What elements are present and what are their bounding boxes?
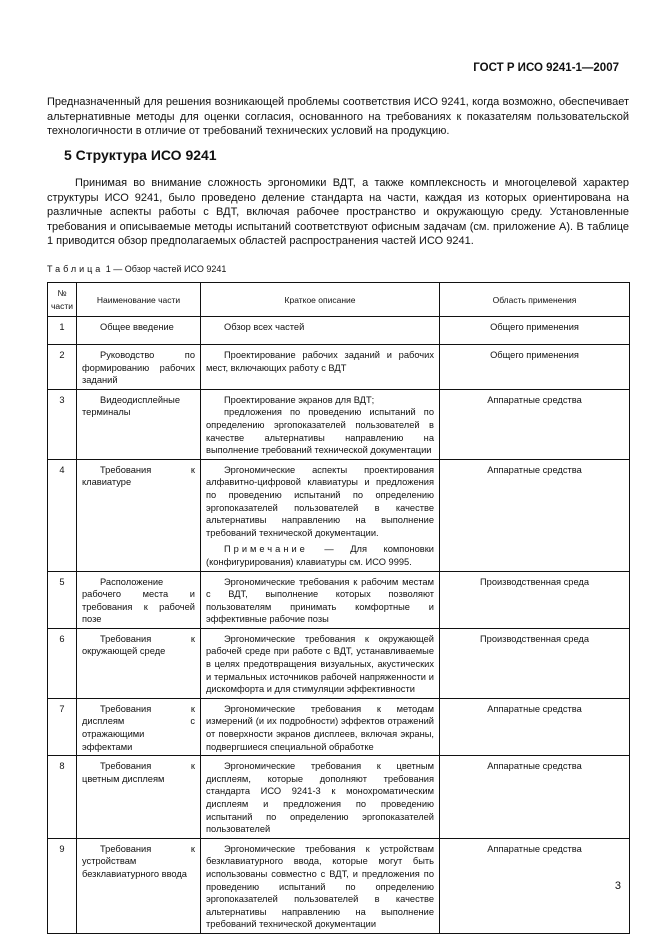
table-row bbox=[48, 459, 630, 571]
table-row bbox=[48, 628, 630, 698]
application-area: Аппаратные средства bbox=[440, 389, 630, 459]
part-name: Требования к окружающей среде bbox=[77, 628, 201, 698]
section-title: 5 Структура ИСО 9241 bbox=[64, 147, 217, 163]
parts-table bbox=[47, 282, 630, 934]
note-text: — Для компоновки (конфигурирования) клавиатуры см. ИСО 9995. bbox=[206, 544, 434, 567]
part-number: 9 bbox=[48, 838, 77, 933]
part-description bbox=[201, 838, 440, 933]
part-number: 7 bbox=[48, 698, 77, 755]
application-area: Производственная среда bbox=[440, 628, 630, 698]
part-name: Требования к устройствам безклавиатурного ввода bbox=[77, 838, 201, 933]
table-row bbox=[48, 571, 630, 628]
application-area: Аппаратные средства bbox=[440, 838, 630, 933]
header-desc: Краткое описание bbox=[201, 283, 440, 317]
part-description bbox=[201, 628, 440, 698]
table-row bbox=[48, 389, 630, 459]
description-text: Эргономические требования к окружающей рабочей среде при работе с ВДТ, устанавливаемые в целях предотвращения визуальных, акустических и термальных источников рабочей напряженности и дискомфорта и для стимуляции эффективности bbox=[206, 633, 434, 695]
part-number: 2 bbox=[48, 345, 77, 390]
caption-prefix: Таблица bbox=[47, 264, 104, 274]
description-text: Проектирование экранов для ВДТ; bbox=[224, 394, 375, 405]
part-name: Видеодисплейные терминалы bbox=[77, 389, 201, 459]
description-text: Эргономические требования к методам измерений (и их подробности) эффектов отражений от поверхности экранов дисплеев, включая экраны, подвергшиеся специальной обработке bbox=[206, 703, 434, 752]
description-text: Эргономические требования к устройствам безклавиатурного ввода, которые могут быть использованы совместно с ВДТ, и предложения по проведению испытаний по определению эргопоказателей пользователей в качестве альтернативы направлению на выполнение требований технической документации bbox=[206, 843, 434, 930]
table-row bbox=[48, 698, 630, 755]
table-row bbox=[48, 756, 630, 839]
caption-text: 1 — Обзор частей ИСО 9241 bbox=[103, 264, 227, 274]
application-area: Общего применения bbox=[440, 345, 630, 390]
part-name: Требования к клавиатуре bbox=[77, 459, 201, 571]
table-row bbox=[48, 838, 630, 933]
description-text: Проектирование рабочих заданий и рабочих мест, включающих работу с ВДТ bbox=[206, 350, 434, 373]
part-name: Требования к дисплеям с отражающими эффектами bbox=[77, 698, 201, 755]
part-description bbox=[201, 756, 440, 839]
header-area: Область применения bbox=[440, 283, 630, 317]
part-number: 8 bbox=[48, 756, 77, 839]
description-text: предложения по проведению испытаний по определению эргопоказателей пользователей в качестве альтернативы направлению на выполнение требований технической документации bbox=[206, 407, 434, 456]
description-text: Обзор всех частей bbox=[224, 322, 305, 332]
description-note bbox=[206, 543, 434, 568]
header-name: Наименование части bbox=[77, 283, 201, 317]
application-area: Аппаратные средства bbox=[440, 459, 630, 571]
application-area: Аппаратные средства bbox=[440, 756, 630, 839]
part-description bbox=[201, 345, 440, 390]
part-number: 1 bbox=[48, 317, 77, 345]
part-number: 5 bbox=[48, 571, 77, 628]
table-row bbox=[48, 345, 630, 390]
part-description bbox=[201, 571, 440, 628]
application-area: Аппаратные средства bbox=[440, 698, 630, 755]
document-id-header: ГОСТ Р ИСО 9241-1—2007 bbox=[473, 62, 619, 74]
part-name: Общее введение bbox=[77, 317, 201, 345]
part-description bbox=[201, 317, 440, 345]
application-area: Производственная среда bbox=[440, 571, 630, 628]
section-paragraph: Принимая во внимание сложность эргономики ВДТ, а также комплексность и многоцелевой характер структуры ИСО 9241, было проведено деление стандарта на части, каждая из которых ориентирована на различные аспекты работы с ВДТ, включая рабочее пространство и окружающую среду. Установленные требования и описываемые методы испытаний соответствуют офисным задачам (см. приложение А). В таблице 1 приводится обзор предполагаемых областей распространения частей ИСО 9241. bbox=[47, 177, 629, 248]
description-text: Эргономические требования к рабочим местам с ВДТ, выполнение которых позволяют пользователям принимать комфортные и эффективные рабочие позы bbox=[206, 576, 434, 625]
part-number: 6 bbox=[48, 628, 77, 698]
header-num: № части bbox=[48, 283, 77, 317]
table-row bbox=[48, 317, 630, 345]
page-number: 3 bbox=[614, 880, 621, 892]
application-area: Общего применения bbox=[440, 317, 630, 345]
part-name: Расположение рабочего места и требования к рабочей позе bbox=[77, 571, 201, 628]
part-name: Руководство по формированию рабочих заданий bbox=[77, 345, 201, 390]
description-text: Эргономические требования к цветным дисплеям, которые дополняют требования стандарта ИСО 9241-3 к монохроматическим дисплеям и предложения по проведению испытаний по определению эргопоказателей пользователей bbox=[206, 761, 434, 835]
part-name: Требования к цветным дисплеям bbox=[77, 756, 201, 839]
description-text: Эргономические аспекты проектирования алфавитно-цифровой клавиатуры и предложения по проведению испытаний по определению эргопоказателей пользователей в качестве альтернативы направлению на выполнение требований технической документации. bbox=[206, 464, 434, 538]
intro-paragraph: Предназначенный для решения возникающей проблемы соответствия ИСО 9241, когда возможно, обеспечивает альтернативные методы для оценки согласия, основанного на требованиях к показателям пользовательской технологичности в отличие от требований технических условий на продукцию. bbox=[47, 96, 629, 138]
part-number: 3 bbox=[48, 389, 77, 459]
part-description bbox=[201, 459, 440, 571]
part-description bbox=[201, 389, 440, 459]
part-number: 4 bbox=[48, 459, 77, 571]
table-caption bbox=[47, 264, 226, 274]
note-label: Примечание bbox=[224, 544, 308, 555]
table-header-row bbox=[48, 283, 630, 317]
part-description bbox=[201, 698, 440, 755]
